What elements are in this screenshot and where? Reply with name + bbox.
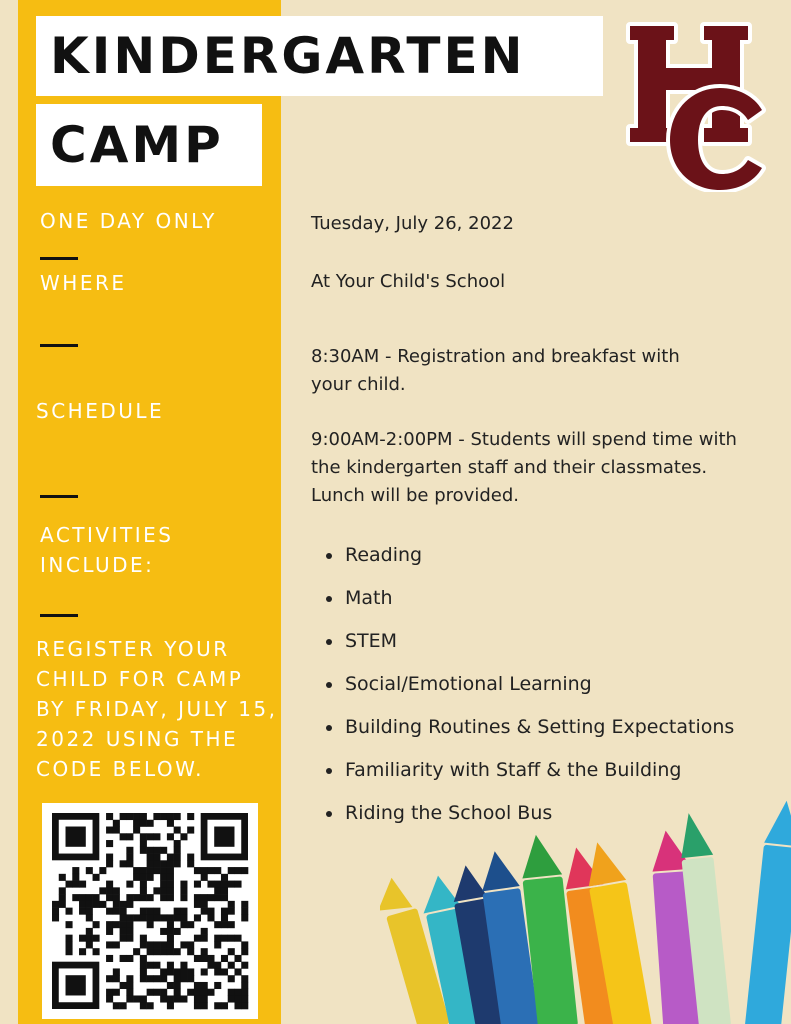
schedule-registration: 8:30AM - Registration and breakfast with your child. [311,346,680,395]
registration-qr-code[interactable] [42,803,258,1019]
register-instructions: REGISTER YOUR CHILD FOR CAMP BY FRIDAY, JULY 15, 2022 USING THE CODE BELOW. [36,637,278,781]
crayon-icon [744,799,791,1024]
crayons-illustration [380,790,791,1024]
list-item: Math [326,577,734,620]
event-date: Tuesday, July 26, 2022 [311,213,514,234]
divider-dash [40,495,78,498]
divider-dash [40,344,78,347]
title-line-2: CAMP [36,104,262,186]
where-label: WHERE [40,271,127,295]
activities-label: ACTIVITIES INCLUDE: [40,523,174,577]
school-monogram-logo [622,20,770,192]
list-item: STEM [326,620,734,663]
divider-dash [40,257,78,260]
event-location: At Your Child's School [311,271,506,292]
schedule-label: SCHEDULE [36,399,165,423]
svg-text:HC: HC [622,20,624,21]
list-item: Reading [326,534,734,577]
list-item: Social/Emotional Learning [326,663,734,706]
schedule-day: 9:00AM-2:00PM - Students will spend time with the kindergarten staff and their classmates. Lunch will be provided. [311,429,737,506]
list-item: Riding the School Bus [326,792,734,835]
title-line-1: KINDERGARTEN [36,16,603,96]
list-item: Familiarity with Staff & the Building [326,749,734,792]
one-day-only-label: ONE DAY ONLY [40,209,217,233]
qr-code-icon [42,803,258,1019]
divider-dash [40,614,78,617]
list-item: Building Routines & Setting Expectations [326,706,734,749]
